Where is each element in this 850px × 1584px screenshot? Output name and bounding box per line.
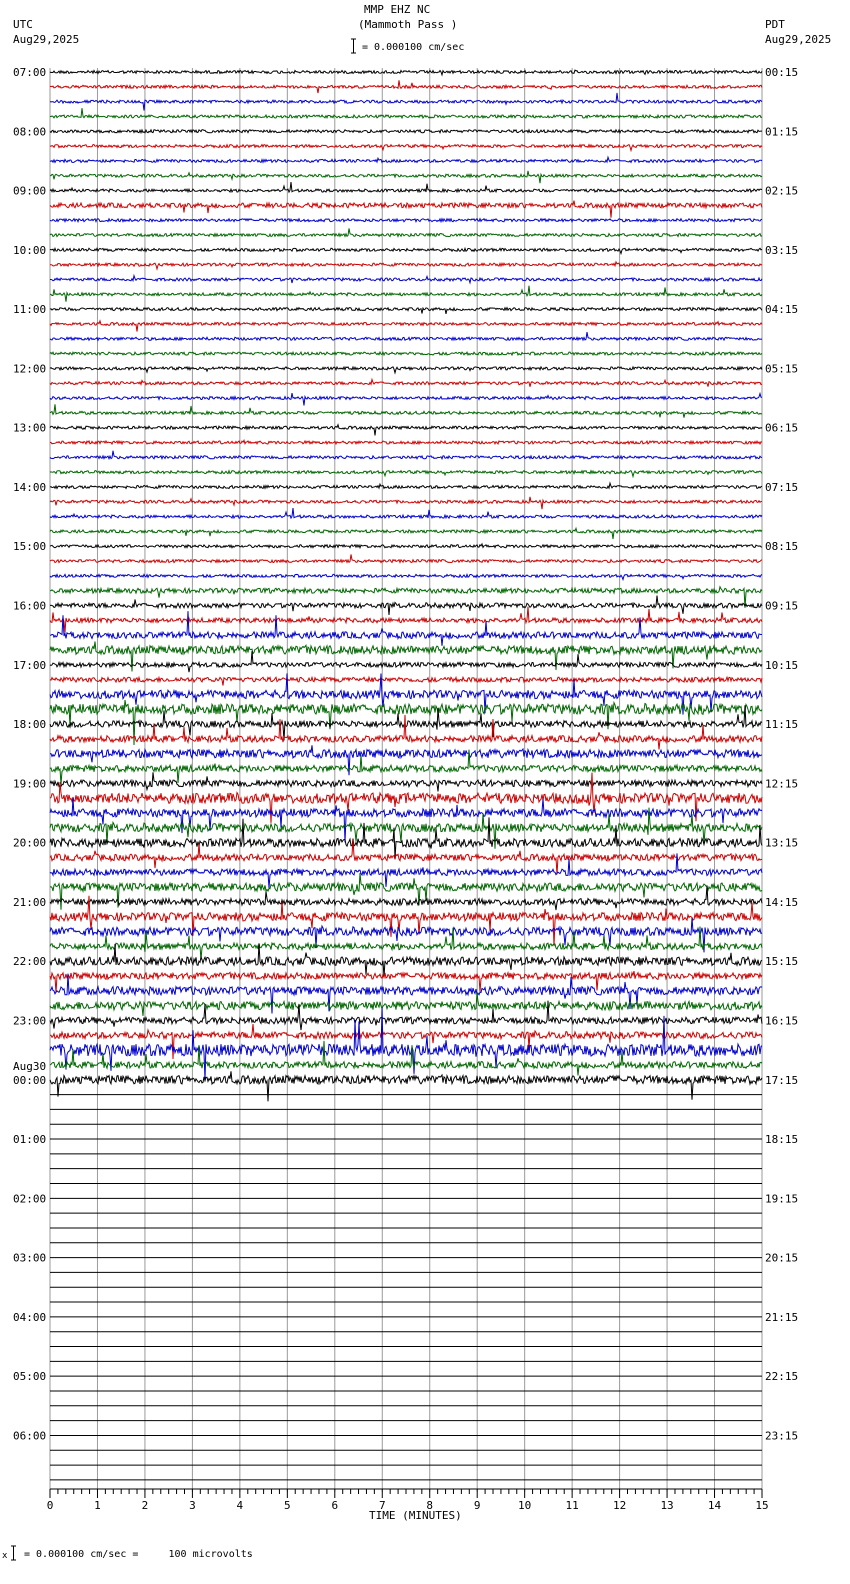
- trace-6: [50, 157, 762, 162]
- trace-26: [50, 451, 762, 459]
- left-hour-label: 15:00: [13, 540, 47, 554]
- trace-11: [50, 228, 762, 236]
- left-hour-label: 09:00: [13, 184, 47, 198]
- right-hour-label: 06:15: [765, 421, 799, 435]
- trace-45: [50, 715, 762, 750]
- x-tick-label: 2: [141, 1499, 149, 1512]
- trace-19: [50, 352, 762, 355]
- right-hour-label: 15:15: [765, 955, 799, 969]
- footer-prefix: x: [2, 1551, 8, 1561]
- left-hour-label: 19:00: [13, 777, 47, 791]
- left-hour-label: 18:00: [13, 718, 47, 732]
- left-hour-label: 16:00: [13, 599, 47, 613]
- station-title: MMP EHZ NC: [364, 3, 431, 16]
- right-hour-label: 00:15: [765, 66, 799, 79]
- trace-9: [50, 201, 762, 218]
- footer-scale-icon: [11, 1545, 16, 1561]
- right-hour-label: 19:15: [765, 1192, 799, 1206]
- trace-1: [50, 80, 762, 93]
- trace-48: [50, 772, 762, 791]
- right-hour-label: 04:15: [765, 303, 799, 317]
- trace-28: [50, 483, 762, 488]
- left-hour-label: 00:00: [13, 1073, 47, 1087]
- trace-30: [50, 508, 762, 518]
- x-tick-label: 13: [660, 1499, 674, 1512]
- trace-27: [50, 471, 762, 477]
- right-date: Aug29,2025: [765, 33, 832, 46]
- left-hour-label: 07:00: [13, 66, 47, 79]
- x-tick-label: 4: [236, 1499, 244, 1512]
- trace-24: [50, 425, 762, 436]
- left-hour-label: 04:00: [13, 1310, 47, 1324]
- x-tick-label: 15: [755, 1499, 769, 1512]
- trace-39: [50, 642, 762, 672]
- right-hour-label: 02:15: [765, 184, 799, 198]
- left-hour-label: 01:00: [13, 1133, 47, 1147]
- trace-38: [50, 611, 762, 646]
- trace-23: [50, 404, 762, 417]
- right-hour-label: 11:15: [765, 718, 799, 732]
- left-hour-label: 03:00: [13, 1251, 47, 1265]
- left-hour-label: 21:00: [13, 895, 47, 909]
- trace-25: [50, 440, 762, 444]
- x-axis-label: TIME (MINUTES): [369, 1509, 462, 1522]
- x-tick-label: 3: [189, 1499, 196, 1512]
- date-change-label: Aug30: [13, 1059, 47, 1073]
- trace-12: [50, 248, 762, 253]
- trace-20: [50, 367, 762, 373]
- x-tick-label: 9: [473, 1499, 481, 1512]
- trace-5: [50, 145, 762, 151]
- left-hour-label: 11:00: [13, 303, 47, 317]
- trace-4: [50, 130, 762, 133]
- x-tick-label: 6: [331, 1499, 339, 1512]
- left-hour-label: 17:00: [13, 658, 47, 672]
- left-timezone: UTC: [13, 18, 33, 31]
- right-hour-label: 09:15: [765, 599, 799, 613]
- right-hour-label: 10:15: [765, 658, 799, 672]
- footer-scale-note: = 0.000100 cm/sec = 100 microvolts: [24, 1549, 253, 1560]
- location-subtitle: (Mammoth Pass ): [358, 18, 458, 31]
- trace-63: [50, 992, 762, 1016]
- trace-16: [50, 308, 762, 314]
- x-tick-label: 1: [94, 1499, 101, 1512]
- right-hour-label: 16:15: [765, 1014, 799, 1028]
- x-tick-label: 10: [518, 1499, 532, 1512]
- trace-10: [50, 219, 762, 222]
- right-hour-label: 14:15: [765, 895, 799, 909]
- right-hour-label: 01:15: [765, 125, 799, 139]
- trace-2: [50, 93, 762, 111]
- trace-50: [50, 798, 762, 843]
- left-hour-label: 08:00: [13, 125, 47, 139]
- right-hour-label: 03:15: [765, 243, 799, 257]
- trace-13: [50, 262, 762, 269]
- trace-group: [50, 70, 762, 1480]
- left-hour-label: 06:00: [13, 1429, 47, 1443]
- x-tick-label: 12: [612, 1499, 627, 1512]
- trace-0: [50, 70, 762, 75]
- x-tick-label: 0: [46, 1499, 54, 1512]
- x-tick-label: 7: [378, 1499, 386, 1512]
- trace-17: [50, 321, 762, 332]
- right-hour-label: 22:15: [765, 1370, 799, 1384]
- x-tick-label: 14: [707, 1499, 722, 1512]
- right-hour-label: 21:15: [765, 1310, 799, 1324]
- trace-3: [50, 108, 762, 118]
- right-hour-label: 07:15: [765, 480, 799, 494]
- right-hour-label: 13:15: [765, 836, 799, 850]
- left-hour-label: 02:00: [13, 1192, 47, 1206]
- trace-40: [50, 651, 762, 672]
- left-hour-label: 12:00: [13, 362, 47, 376]
- left-hour-label: 13:00: [13, 421, 47, 435]
- trace-52: [50, 817, 762, 859]
- left-hour-label: 23:00: [13, 1014, 47, 1028]
- trace-22: [50, 393, 762, 405]
- trace-47: [50, 750, 762, 785]
- trace-29: [50, 497, 762, 509]
- right-hour-label: 08:15: [765, 540, 799, 554]
- right-timezone: PDT: [765, 18, 785, 31]
- left-hour-label: 14:00: [13, 480, 47, 494]
- right-hour-label: 05:15: [765, 362, 799, 376]
- trace-41: [50, 677, 762, 685]
- trace-34: [50, 574, 762, 579]
- scale-label: = 0.000100 cm/sec: [362, 42, 465, 53]
- trace-15: [50, 286, 762, 302]
- trace-32: [50, 544, 762, 548]
- trace-37: [50, 607, 762, 633]
- x-tick-label: 11: [565, 1499, 579, 1512]
- right-hour-label: 18:15: [765, 1133, 799, 1147]
- left-hour-label: 05:00: [13, 1370, 47, 1384]
- left-hour-label: 20:00: [13, 836, 47, 850]
- trace-7: [50, 171, 762, 183]
- right-hour-label: 23:15: [765, 1429, 799, 1443]
- x-tick-label: 8: [426, 1499, 434, 1512]
- trace-36: [50, 596, 762, 615]
- left-date: Aug29,2025: [13, 33, 80, 46]
- trace-18: [50, 332, 762, 340]
- trace-33: [50, 554, 762, 562]
- trace-8: [50, 182, 762, 192]
- x-tick-label: 5: [284, 1499, 291, 1512]
- left-hour-label: 22:00: [13, 955, 47, 969]
- trace-68: [50, 1071, 762, 1101]
- left-hour-label: 10:00: [13, 243, 47, 257]
- right-hour-label: 20:15: [765, 1251, 799, 1265]
- trace-14: [50, 276, 762, 283]
- trace-31: [50, 528, 762, 539]
- right-hour-label: 17:15: [765, 1073, 799, 1087]
- trace-21: [50, 380, 762, 387]
- right-hour-label: 12:15: [765, 777, 799, 791]
